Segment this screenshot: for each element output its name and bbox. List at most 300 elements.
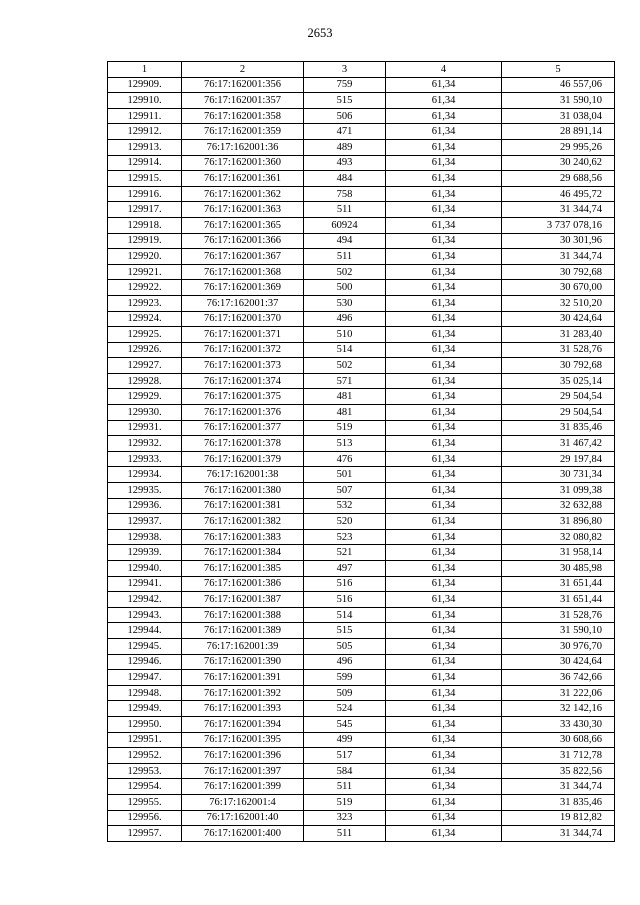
area-cell: 323	[304, 810, 386, 826]
table-row	[108, 171, 615, 187]
value-cell: 29 504,54	[502, 389, 615, 405]
cadastral-number-cell: 76:17:162001:391	[182, 670, 304, 686]
value-cell: 31 344,74	[502, 249, 615, 265]
row-number-cell: 129941.	[108, 576, 182, 592]
table-row	[108, 623, 615, 639]
area-cell: 521	[304, 545, 386, 561]
cadastral-number-cell: 76:17:162001:365	[182, 217, 304, 233]
area-cell: 496	[304, 654, 386, 670]
value-cell: 35 025,14	[502, 373, 615, 389]
cadastral-number-cell: 76:17:162001:356	[182, 77, 304, 93]
table-row	[108, 810, 615, 826]
rate-cell: 61,34	[386, 592, 502, 608]
table-row	[108, 716, 615, 732]
table-row	[108, 358, 615, 374]
value-cell: 31 222,06	[502, 685, 615, 701]
value-cell: 30 424,64	[502, 654, 615, 670]
row-number-cell: 129911.	[108, 108, 182, 124]
area-cell: 476	[304, 451, 386, 467]
row-number-cell: 129912.	[108, 124, 182, 140]
table-row	[108, 342, 615, 358]
value-cell: 31 712,78	[502, 748, 615, 764]
row-number-cell: 129916.	[108, 186, 182, 202]
value-cell: 30 792,68	[502, 264, 615, 280]
value-cell: 19 812,82	[502, 810, 615, 826]
area-cell: 516	[304, 592, 386, 608]
rate-cell: 61,34	[386, 311, 502, 327]
area-cell: 759	[304, 77, 386, 93]
row-number-cell: 129944.	[108, 623, 182, 639]
cadastral-number-cell: 76:17:162001:392	[182, 685, 304, 701]
cadastral-number-cell: 76:17:162001:358	[182, 108, 304, 124]
rate-cell: 61,34	[386, 124, 502, 140]
cadastral-number-cell: 76:17:162001:360	[182, 155, 304, 171]
cadastral-number-cell: 76:17:162001:37	[182, 295, 304, 311]
value-cell: 30 485,98	[502, 561, 615, 577]
table-row	[108, 654, 615, 670]
row-number-cell: 129915.	[108, 171, 182, 187]
rate-cell: 61,34	[386, 685, 502, 701]
value-cell: 31 283,40	[502, 327, 615, 343]
value-cell: 33 430,30	[502, 716, 615, 732]
rate-cell: 61,34	[386, 514, 502, 530]
column-header-2: 2	[182, 62, 304, 78]
value-cell: 46 495,72	[502, 186, 615, 202]
table-row	[108, 467, 615, 483]
column-header-4: 4	[386, 62, 502, 78]
cadastral-number-cell: 76:17:162001:381	[182, 498, 304, 514]
table-row	[108, 685, 615, 701]
cadastral-number-cell: 76:17:162001:396	[182, 748, 304, 764]
row-number-cell: 129920.	[108, 249, 182, 265]
row-number-cell: 129936.	[108, 498, 182, 514]
table-row	[108, 592, 615, 608]
table-row	[108, 327, 615, 343]
rate-cell: 61,34	[386, 436, 502, 452]
row-number-cell: 129937.	[108, 514, 182, 530]
area-cell: 520	[304, 514, 386, 530]
header-row	[108, 62, 615, 78]
table-row	[108, 826, 615, 842]
row-number-cell: 129929.	[108, 389, 182, 405]
table-row	[108, 545, 615, 561]
rate-cell: 61,34	[386, 545, 502, 561]
row-number-cell: 129934.	[108, 467, 182, 483]
row-number-cell: 129930.	[108, 405, 182, 421]
rate-cell: 61,34	[386, 327, 502, 343]
table-row	[108, 373, 615, 389]
row-number-cell: 129956.	[108, 810, 182, 826]
row-number-cell: 129939.	[108, 545, 182, 561]
cadastral-number-cell: 76:17:162001:39	[182, 638, 304, 654]
row-number-cell: 129921.	[108, 264, 182, 280]
table-row	[108, 607, 615, 623]
value-cell: 30 240,62	[502, 155, 615, 171]
value-cell: 30 976,70	[502, 638, 615, 654]
area-cell: 501	[304, 467, 386, 483]
table-row	[108, 264, 615, 280]
rate-cell: 61,34	[386, 217, 502, 233]
table-row	[108, 202, 615, 218]
rate-cell: 61,34	[386, 405, 502, 421]
cadastral-number-cell: 76:17:162001:388	[182, 607, 304, 623]
table-row	[108, 794, 615, 810]
row-number-cell: 129948.	[108, 685, 182, 701]
area-cell: 571	[304, 373, 386, 389]
row-number-cell: 129931.	[108, 420, 182, 436]
rate-cell: 61,34	[386, 249, 502, 265]
table-row	[108, 732, 615, 748]
cadastral-number-cell: 76:17:162001:383	[182, 529, 304, 545]
cadastral-number-cell: 76:17:162001:357	[182, 93, 304, 109]
row-number-cell: 129947.	[108, 670, 182, 686]
row-number-cell: 129923.	[108, 295, 182, 311]
rate-cell: 61,34	[386, 607, 502, 623]
table-row	[108, 155, 615, 171]
table-row	[108, 483, 615, 499]
cadastral-number-cell: 76:17:162001:359	[182, 124, 304, 140]
cadastral-number-cell: 76:17:162001:4	[182, 794, 304, 810]
rate-cell: 61,34	[386, 826, 502, 842]
table-row	[108, 311, 615, 327]
row-number-cell: 129940.	[108, 561, 182, 577]
cadastral-number-cell: 76:17:162001:379	[182, 451, 304, 467]
cadastral-number-cell: 76:17:162001:397	[182, 763, 304, 779]
cadastral-number-cell: 76:17:162001:38	[182, 467, 304, 483]
rate-cell: 61,34	[386, 779, 502, 795]
value-cell: 35 822,56	[502, 763, 615, 779]
table-row	[108, 638, 615, 654]
rate-cell: 61,34	[386, 670, 502, 686]
area-cell: 530	[304, 295, 386, 311]
cadastral-number-cell: 76:17:162001:384	[182, 545, 304, 561]
area-cell: 758	[304, 186, 386, 202]
row-number-cell: 129909.	[108, 77, 182, 93]
value-cell: 30 301,96	[502, 233, 615, 249]
row-number-cell: 129933.	[108, 451, 182, 467]
area-cell: 493	[304, 155, 386, 171]
value-cell: 31 344,74	[502, 779, 615, 795]
value-cell: 31 467,42	[502, 436, 615, 452]
cadastral-number-cell: 76:17:162001:385	[182, 561, 304, 577]
row-number-cell: 129919.	[108, 233, 182, 249]
cadastral-number-cell: 76:17:162001:400	[182, 826, 304, 842]
cadastral-number-cell: 76:17:162001:395	[182, 732, 304, 748]
row-number-cell: 129957.	[108, 826, 182, 842]
value-cell: 30 792,68	[502, 358, 615, 374]
table-row	[108, 670, 615, 686]
value-cell: 29 995,26	[502, 139, 615, 155]
area-cell: 502	[304, 358, 386, 374]
row-number-cell: 129932.	[108, 436, 182, 452]
cadastral-number-cell: 76:17:162001:368	[182, 264, 304, 280]
row-number-cell: 129914.	[108, 155, 182, 171]
rate-cell: 61,34	[386, 389, 502, 405]
cadastral-number-cell: 76:17:162001:380	[182, 483, 304, 499]
cadastral-number-cell: 76:17:162001:369	[182, 280, 304, 296]
cadastral-number-cell: 76:17:162001:367	[182, 249, 304, 265]
row-number-cell: 129926.	[108, 342, 182, 358]
cadastral-number-cell: 76:17:162001:373	[182, 358, 304, 374]
row-number-cell: 129924.	[108, 311, 182, 327]
value-cell: 31 651,44	[502, 576, 615, 592]
table-row	[108, 436, 615, 452]
value-cell: 31 651,44	[502, 592, 615, 608]
table-row	[108, 498, 615, 514]
area-cell: 519	[304, 420, 386, 436]
value-cell: 31 344,74	[502, 202, 615, 218]
area-cell: 499	[304, 732, 386, 748]
value-cell: 31 528,76	[502, 342, 615, 358]
area-cell: 514	[304, 607, 386, 623]
cadastral-number-cell: 76:17:162001:390	[182, 654, 304, 670]
rate-cell: 61,34	[386, 358, 502, 374]
value-cell: 28 891,14	[502, 124, 615, 140]
area-cell: 515	[304, 93, 386, 109]
area-cell: 496	[304, 311, 386, 327]
table-row	[108, 217, 615, 233]
cadastral-number-cell: 76:17:162001:370	[182, 311, 304, 327]
area-cell: 517	[304, 748, 386, 764]
value-cell: 31 958,14	[502, 545, 615, 561]
cadastral-number-cell: 76:17:162001:375	[182, 389, 304, 405]
row-number-cell: 129953.	[108, 763, 182, 779]
row-number-cell: 129954.	[108, 779, 182, 795]
rate-cell: 61,34	[386, 716, 502, 732]
area-cell: 510	[304, 327, 386, 343]
cadastral-number-cell: 76:17:162001:372	[182, 342, 304, 358]
value-cell: 31 835,46	[502, 794, 615, 810]
cadastral-number-cell: 76:17:162001:376	[182, 405, 304, 421]
value-cell: 29 688,56	[502, 171, 615, 187]
table-row	[108, 779, 615, 795]
cadastral-number-cell: 76:17:162001:363	[182, 202, 304, 218]
table-row	[108, 389, 615, 405]
cadastral-number-cell: 76:17:162001:382	[182, 514, 304, 530]
table-row	[108, 514, 615, 530]
area-cell: 507	[304, 483, 386, 499]
value-cell: 32 510,20	[502, 295, 615, 311]
table-row	[108, 701, 615, 717]
cadastral-number-cell: 76:17:162001:387	[182, 592, 304, 608]
value-cell: 32 632,88	[502, 498, 615, 514]
rate-cell: 61,34	[386, 155, 502, 171]
row-number-cell: 129952.	[108, 748, 182, 764]
rate-cell: 61,34	[386, 794, 502, 810]
rate-cell: 61,34	[386, 732, 502, 748]
rate-cell: 61,34	[386, 280, 502, 296]
row-number-cell: 129928.	[108, 373, 182, 389]
value-cell: 31 344,74	[502, 826, 615, 842]
area-cell: 484	[304, 171, 386, 187]
area-cell: 489	[304, 139, 386, 155]
area-cell: 523	[304, 529, 386, 545]
table-row	[108, 77, 615, 93]
table-row	[108, 124, 615, 140]
rate-cell: 61,34	[386, 295, 502, 311]
data-table	[107, 61, 615, 842]
table-row	[108, 139, 615, 155]
row-number-cell: 129955.	[108, 794, 182, 810]
table-row	[108, 186, 615, 202]
table-row	[108, 233, 615, 249]
area-cell: 532	[304, 498, 386, 514]
cadastral-number-cell: 76:17:162001:362	[182, 186, 304, 202]
column-header-1: 1	[108, 62, 182, 78]
area-cell: 497	[304, 561, 386, 577]
area-cell: 511	[304, 249, 386, 265]
rate-cell: 61,34	[386, 810, 502, 826]
area-cell: 519	[304, 794, 386, 810]
table-row	[108, 93, 615, 109]
row-number-cell: 129917.	[108, 202, 182, 218]
row-number-cell: 129925.	[108, 327, 182, 343]
cadastral-number-cell: 76:17:162001:394	[182, 716, 304, 732]
rate-cell: 61,34	[386, 623, 502, 639]
area-cell: 524	[304, 701, 386, 717]
row-number-cell: 129949.	[108, 701, 182, 717]
row-number-cell: 129922.	[108, 280, 182, 296]
rate-cell: 61,34	[386, 763, 502, 779]
value-cell: 30 670,00	[502, 280, 615, 296]
table-row	[108, 108, 615, 124]
rate-cell: 61,34	[386, 342, 502, 358]
cadastral-number-cell: 76:17:162001:386	[182, 576, 304, 592]
area-cell: 511	[304, 202, 386, 218]
cadastral-number-cell: 76:17:162001:378	[182, 436, 304, 452]
cadastral-number-cell: 76:17:162001:361	[182, 171, 304, 187]
value-cell: 31 590,10	[502, 93, 615, 109]
table-row	[108, 529, 615, 545]
area-cell: 481	[304, 389, 386, 405]
row-number-cell: 129913.	[108, 139, 182, 155]
value-cell: 29 504,54	[502, 405, 615, 421]
page-number: 2653	[307, 26, 333, 40]
rate-cell: 61,34	[386, 171, 502, 187]
value-cell: 36 742,66	[502, 670, 615, 686]
rate-cell: 61,34	[386, 108, 502, 124]
area-cell: 500	[304, 280, 386, 296]
cadastral-number-cell: 76:17:162001:374	[182, 373, 304, 389]
table-header	[108, 62, 615, 78]
value-cell: 32 142,16	[502, 701, 615, 717]
table-row	[108, 451, 615, 467]
rate-cell: 61,34	[386, 483, 502, 499]
area-cell: 545	[304, 716, 386, 732]
table-row	[108, 295, 615, 311]
column-header-5: 5	[502, 62, 615, 78]
rate-cell: 61,34	[386, 264, 502, 280]
table-row	[108, 576, 615, 592]
value-cell: 31 038,04	[502, 108, 615, 124]
row-number-cell: 129950.	[108, 716, 182, 732]
row-number-cell: 129918.	[108, 217, 182, 233]
table-row	[108, 748, 615, 764]
row-number-cell: 129946.	[108, 654, 182, 670]
area-cell: 516	[304, 576, 386, 592]
cadastral-number-cell: 76:17:162001:399	[182, 779, 304, 795]
area-cell: 511	[304, 826, 386, 842]
value-cell: 31 835,46	[502, 420, 615, 436]
rate-cell: 61,34	[386, 202, 502, 218]
rate-cell: 61,34	[386, 420, 502, 436]
area-cell: 481	[304, 405, 386, 421]
value-cell: 31 099,38	[502, 483, 615, 499]
row-number-cell: 129910.	[108, 93, 182, 109]
row-number-cell: 129943.	[108, 607, 182, 623]
area-cell: 515	[304, 623, 386, 639]
value-cell: 3 737 078,16	[502, 217, 615, 233]
rate-cell: 61,34	[386, 748, 502, 764]
area-cell: 599	[304, 670, 386, 686]
rate-cell: 61,34	[386, 576, 502, 592]
value-cell: 29 197,84	[502, 451, 615, 467]
value-cell: 46 557,06	[502, 77, 615, 93]
rate-cell: 61,34	[386, 701, 502, 717]
cadastral-number-cell: 76:17:162001:389	[182, 623, 304, 639]
rate-cell: 61,34	[386, 529, 502, 545]
table-row	[108, 280, 615, 296]
area-cell: 511	[304, 779, 386, 795]
cadastral-number-cell: 76:17:162001:366	[182, 233, 304, 249]
cadastral-number-cell: 76:17:162001:36	[182, 139, 304, 155]
area-cell: 514	[304, 342, 386, 358]
area-cell: 505	[304, 638, 386, 654]
row-number-cell: 129942.	[108, 592, 182, 608]
rate-cell: 61,34	[386, 139, 502, 155]
value-cell: 30 608,66	[502, 732, 615, 748]
rate-cell: 61,34	[386, 93, 502, 109]
rate-cell: 61,34	[386, 498, 502, 514]
table-row	[108, 420, 615, 436]
area-cell: 471	[304, 124, 386, 140]
rate-cell: 61,34	[386, 638, 502, 654]
value-cell: 31 528,76	[502, 607, 615, 623]
value-cell: 30 731,34	[502, 467, 615, 483]
row-number-cell: 129945.	[108, 638, 182, 654]
value-cell: 30 424,64	[502, 311, 615, 327]
rate-cell: 61,34	[386, 186, 502, 202]
rate-cell: 61,34	[386, 77, 502, 93]
area-cell: 502	[304, 264, 386, 280]
value-cell: 32 080,82	[502, 529, 615, 545]
cadastral-number-cell: 76:17:162001:393	[182, 701, 304, 717]
cadastral-number-cell: 76:17:162001:40	[182, 810, 304, 826]
cadastral-number-cell: 76:17:162001:371	[182, 327, 304, 343]
rate-cell: 61,34	[386, 373, 502, 389]
row-number-cell: 129935.	[108, 483, 182, 499]
area-cell: 506	[304, 108, 386, 124]
table-row	[108, 249, 615, 265]
row-number-cell: 129938.	[108, 529, 182, 545]
table-row	[108, 763, 615, 779]
rate-cell: 61,34	[386, 654, 502, 670]
rate-cell: 61,34	[386, 233, 502, 249]
value-cell: 31 896,80	[502, 514, 615, 530]
rate-cell: 61,34	[386, 467, 502, 483]
value-cell: 31 590,10	[502, 623, 615, 639]
cadastral-number-cell: 76:17:162001:377	[182, 420, 304, 436]
area-cell: 494	[304, 233, 386, 249]
area-cell: 584	[304, 763, 386, 779]
area-cell: 513	[304, 436, 386, 452]
table-row	[108, 405, 615, 421]
area-cell: 60924	[304, 217, 386, 233]
table-body	[108, 77, 615, 841]
area-cell: 509	[304, 685, 386, 701]
rate-cell: 61,34	[386, 451, 502, 467]
row-number-cell: 129927.	[108, 358, 182, 374]
